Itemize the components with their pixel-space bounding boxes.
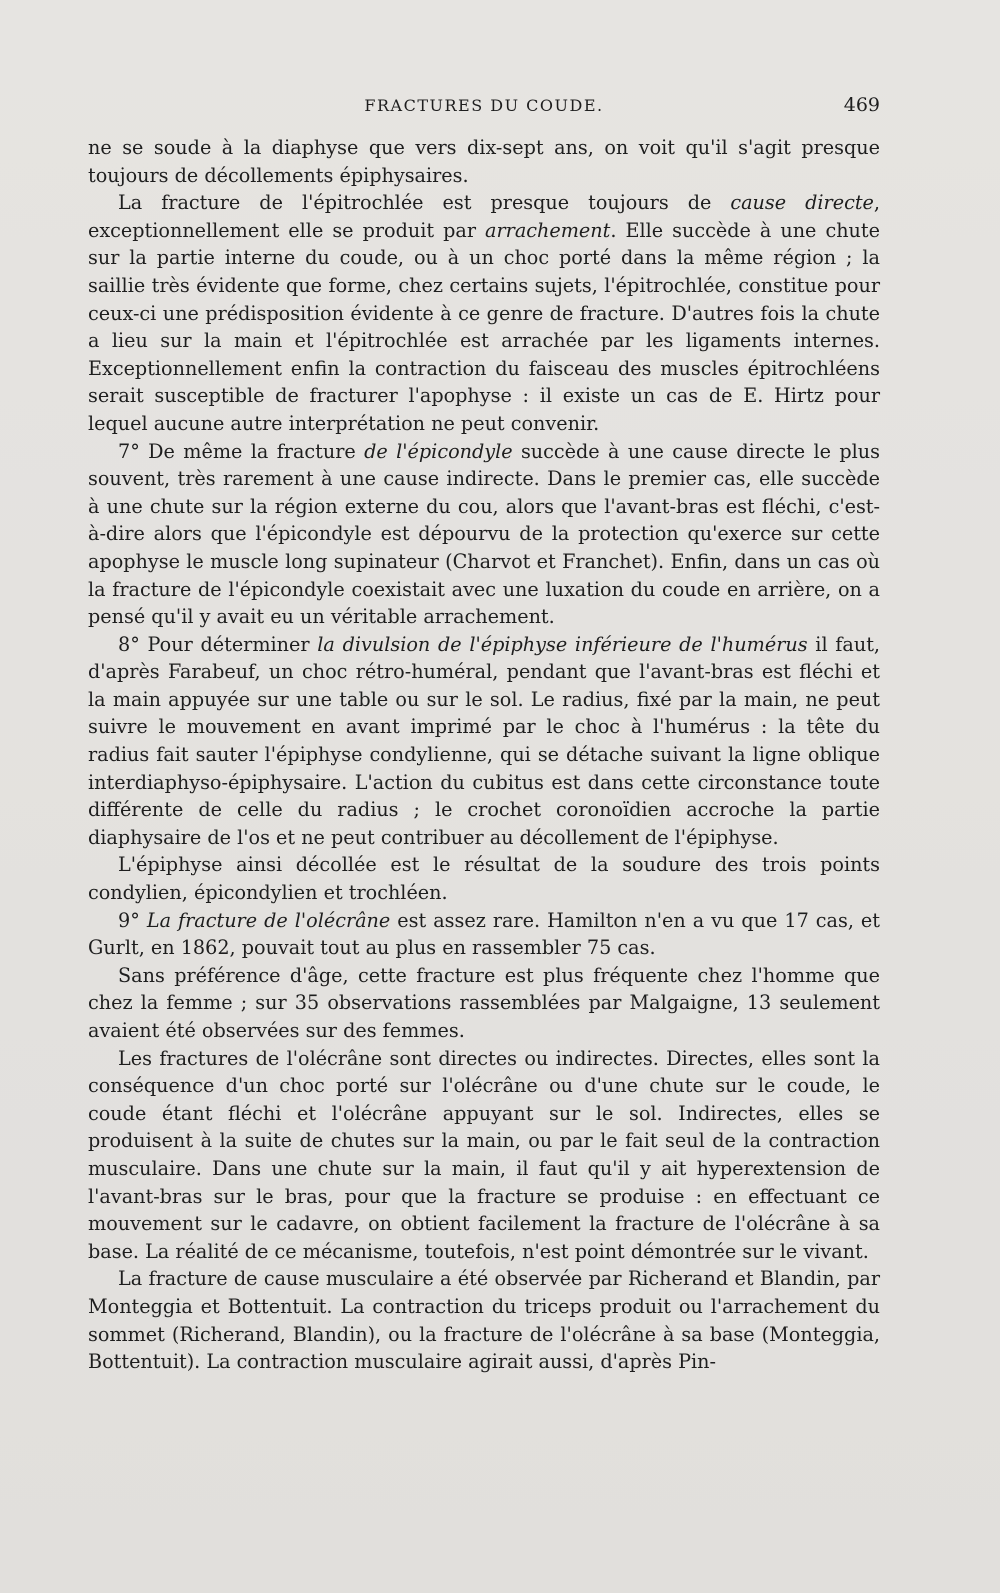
- running-title: FRACTURES DU COUDE.: [364, 96, 604, 115]
- paragraph-2-text: La fracture de l'épitrochlée est presque toujours de cause directe, exceptionnellement elle se produit par arrachement. Elle succède à une chute sur la partie interne du coude, ou à un choc porté dans la même région ; la saillie très évidente que forme, chez certains sujets, l'épitrochlée, constitue pour ceux-ci une prédisposition évidente à ce genre de fracture. D'autres fois la chute a lieu sur la main et l'épitrochlée est arrachée par les ligaments internes. Exceptionnellement enfin la contraction du faisceau des muscles épitrochléens serait susceptible de fracturer l'apophyse : il existe un cas de E. Hirtz pour lequel aucune autre interprétation ne peut convenir.: [88, 191, 880, 435]
- paragraph-2: [88, 189, 880, 437]
- paragraph-4-text: 8° Pour déterminer la divulsion de l'épiphyse inférieure de l'humérus il faut, d'après Farabeuf, un choc rétro-huméral, pendant que l'avant-bras est fléchi et la main appuyée sur une table ou sur le sol. Le radius, fixé par la main, ne peut suivre le mouvement en avant imprimé par le choc à l'humérus : la tête du radius fait sauter l'épiphyse condylienne, qui se détache suivant la ligne oblique interdiaphyso-épiphysaire. L'action du cubitus est dans cette circonstance toute différente de celle du radius ; le crochet coronoïdien accroche la partie diaphysaire de l'os et ne peut contribuer au décollement de l'épiphyse.: [88, 632, 881, 849]
- italic-phrase: arrachement: [485, 218, 611, 242]
- page-number: 469: [843, 94, 880, 116]
- paragraph-6-text: 9° La fracture de l'olécrâne est assez rare. Hamilton n'en a vu que 17 cas, et Gurlt, en 1862, pouvait tout au plus en rassembler 75 cas.: [88, 908, 881, 960]
- italic-phrase: de l'épicondyle: [364, 439, 513, 463]
- body-text: [88, 134, 880, 1376]
- paragraph-1: ne se soude à la diaphyse que vers dix-sept ans, on voit qu'il s'agit presque toujours de décollements épiphysaires.: [88, 136, 880, 187]
- italic-phrase: cause directe: [730, 191, 874, 215]
- paragraph-3: [88, 438, 880, 631]
- paragraph-9: La fracture de cause musculaire a été observée par Richerand et Blandin, par Monteggia et Bottentuit. La contraction du triceps produit ou l'arrachement du sommet (Richerand, Blandin), ou la fracture de l'olécrâne à sa base (Monteggia, Bottentuit). La contraction musculaire agirait aussi, d'après Pin-: [88, 1267, 880, 1374]
- italic-phrase: La fracture de l'olécrâne: [146, 908, 391, 932]
- page-header: [88, 96, 880, 126]
- paragraph-4: [88, 631, 880, 852]
- italic-phrase: la divulsion de l'épiphyse inférieure de l'humérus: [317, 632, 808, 656]
- paragraph-5: L'épiphyse ainsi décollée est le résultat de la soudure des trois points condylien, épicondylien et trochléen.: [88, 853, 880, 905]
- paragraph-7: Sans préférence d'âge, cette fracture est plus fréquente chez l'homme que chez la femme ; sur 35 observations rassemblées par Malgaigne, 13 seulement avaient été observées sur des femmes.: [88, 963, 880, 1042]
- paragraph-8: Les fractures de l'olécrâne sont directes ou indirectes. Directes, elles sont la conséquence d'un choc porté sur l'olécrâne ou d'une chute sur le coude, le coude étant fléchi et l'olécrâne appuyant sur le sol. Indirectes, elles se produisent à la suite de chutes sur la main, ou par le fait seul de la contraction musculaire. Dans une chute sur la main, il faut qu'il y ait hyperextension de l'avant-bras sur le bras, pour que la fracture se produise : en effectuant ce mouvement sur le cadavre, on obtient facilement la fracture de l'olécrâne à sa base. La réalité de ce mécanisme, toutefois, n'est point démontrée sur le vivant.: [88, 1046, 880, 1263]
- paragraph-3-text: 7° De même la fracture de l'épicondyle succède à une cause directe le plus souvent, très rarement à une cause indirecte. Dans le premier cas, elle succède à une chute sur la région externe du cou, alors que l'avant-bras est fléchi, c'est-à-dire alors que l'épicondyle est dépourvu de la protection qu'exerce sur cette apophyse le muscle long supinateur (Charvot et Franchet). Enfin, dans un cas où la fracture de l'épicondyle coexistait avec une luxation du coude en arrière, on a pensé qu'il y avait eu un véritable arrachement.: [88, 439, 880, 629]
- paragraph-6: [88, 907, 880, 962]
